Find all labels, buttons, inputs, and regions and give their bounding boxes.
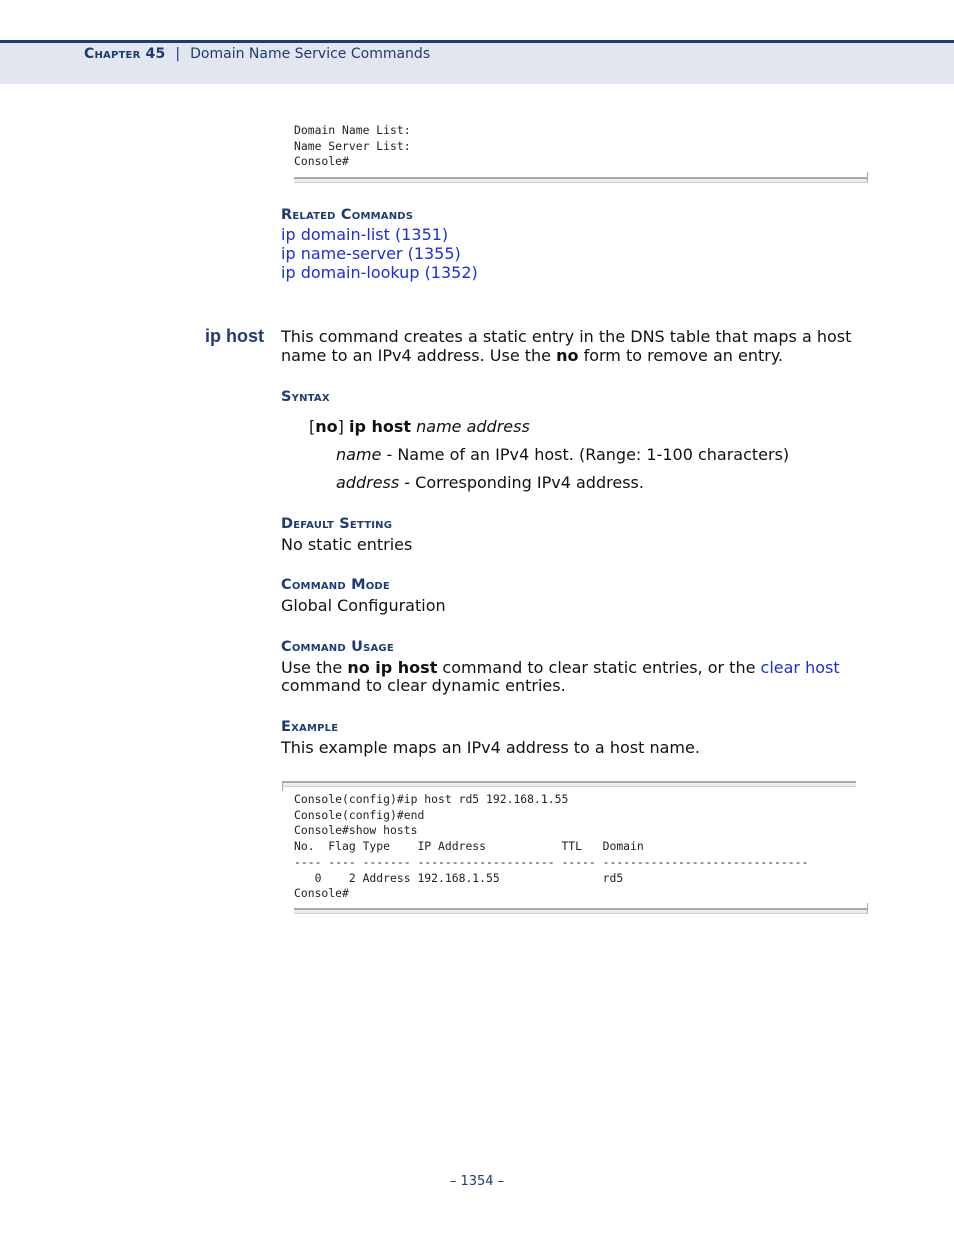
code-line: Name Server List: — [294, 138, 411, 153]
syntax-no: no — [315, 417, 338, 436]
default-setting-text: No static entries — [281, 535, 413, 554]
usage-text: Use the — [281, 658, 348, 677]
code-block-top — [294, 123, 411, 170]
syntax-heading: Syntax — [281, 389, 330, 405]
code-bottom-rule — [294, 177, 868, 183]
command-title: ip host — [205, 326, 264, 346]
desc-text: form to remove an entry. — [578, 346, 784, 365]
chapter-label: Chapter 45 — [84, 46, 166, 62]
code-line: Console(config)#ip host rd5 192.168.1.55 — [294, 792, 569, 806]
example-rule-start — [282, 781, 283, 791]
command-mode-text: Global Configuration — [281, 596, 446, 615]
link-ip-domain-list[interactable]: ip domain-list (1351) — [281, 225, 449, 244]
page-number: – 1354 – — [449, 1174, 505, 1189]
command-description-line2 — [281, 346, 783, 365]
desc-text: name to an IPv4 address. Use the — [281, 346, 557, 365]
command-usage-heading: Command Usage — [281, 639, 394, 655]
usage-bold: no ip host — [347, 658, 438, 677]
code-block-example — [294, 792, 808, 902]
syntax-bracket: [ — [309, 417, 316, 436]
syntax-bracket: ] — [337, 417, 349, 436]
link-ip-domain-lookup[interactable]: ip domain-lookup (1352) — [281, 263, 478, 282]
code-line: 0 2 Address 192.168.1.55 rd5 — [294, 870, 624, 885]
code-line: Domain Name List: — [294, 123, 411, 137]
chapter-title: Domain Name Service Commands — [190, 46, 431, 62]
command-description-line1: This command creates a static entry in the DNS table that maps a host — [281, 327, 852, 346]
link-ip-name-server[interactable]: ip name-server (1355) — [281, 244, 461, 263]
syntax-line — [309, 417, 530, 436]
param-desc: - Corresponding IPv4 address. — [399, 473, 644, 492]
example-top-rule — [282, 781, 856, 787]
syntax-cmd: ip host — [348, 417, 412, 436]
code-line: Console# — [294, 886, 349, 901]
code-line: Console#show hosts — [294, 823, 418, 838]
command-usage-line1 — [281, 658, 840, 677]
usage-text: command to clear static entries, or the — [437, 658, 761, 677]
default-setting-heading: Default Setting — [281, 516, 393, 532]
code-line: Console(config)#end — [294, 807, 425, 822]
example-heading: Example — [281, 719, 339, 735]
param-name-label: name — [336, 445, 382, 464]
param-desc: - Name of an IPv4 host. (Range: 1-100 characters) — [381, 445, 790, 464]
running-header — [84, 46, 430, 62]
code-line: Console# — [294, 154, 349, 169]
param-address-label: address — [336, 473, 400, 492]
code-line: ---- ---- ------- -------------------- ----- ------------------------------ — [294, 854, 809, 869]
desc-bold: no — [556, 346, 579, 365]
command-mode-heading: Command Mode — [281, 577, 390, 593]
example-bottom-rule — [294, 908, 868, 914]
param-name — [336, 445, 789, 464]
code-rule-end — [867, 172, 868, 182]
syntax-args: name address — [411, 417, 530, 436]
example-text: This example maps an IPv4 address to a host name. — [281, 738, 700, 757]
header-separator: | — [175, 46, 181, 62]
code-line: No. Flag Type IP Address TTL Domain — [294, 839, 644, 854]
param-address — [336, 473, 644, 492]
related-commands-heading: Related Commands — [281, 207, 414, 223]
link-clear-host[interactable]: clear host — [760, 658, 840, 677]
example-rule-end — [867, 903, 868, 913]
command-usage-line2: command to clear dynamic entries. — [281, 676, 566, 695]
